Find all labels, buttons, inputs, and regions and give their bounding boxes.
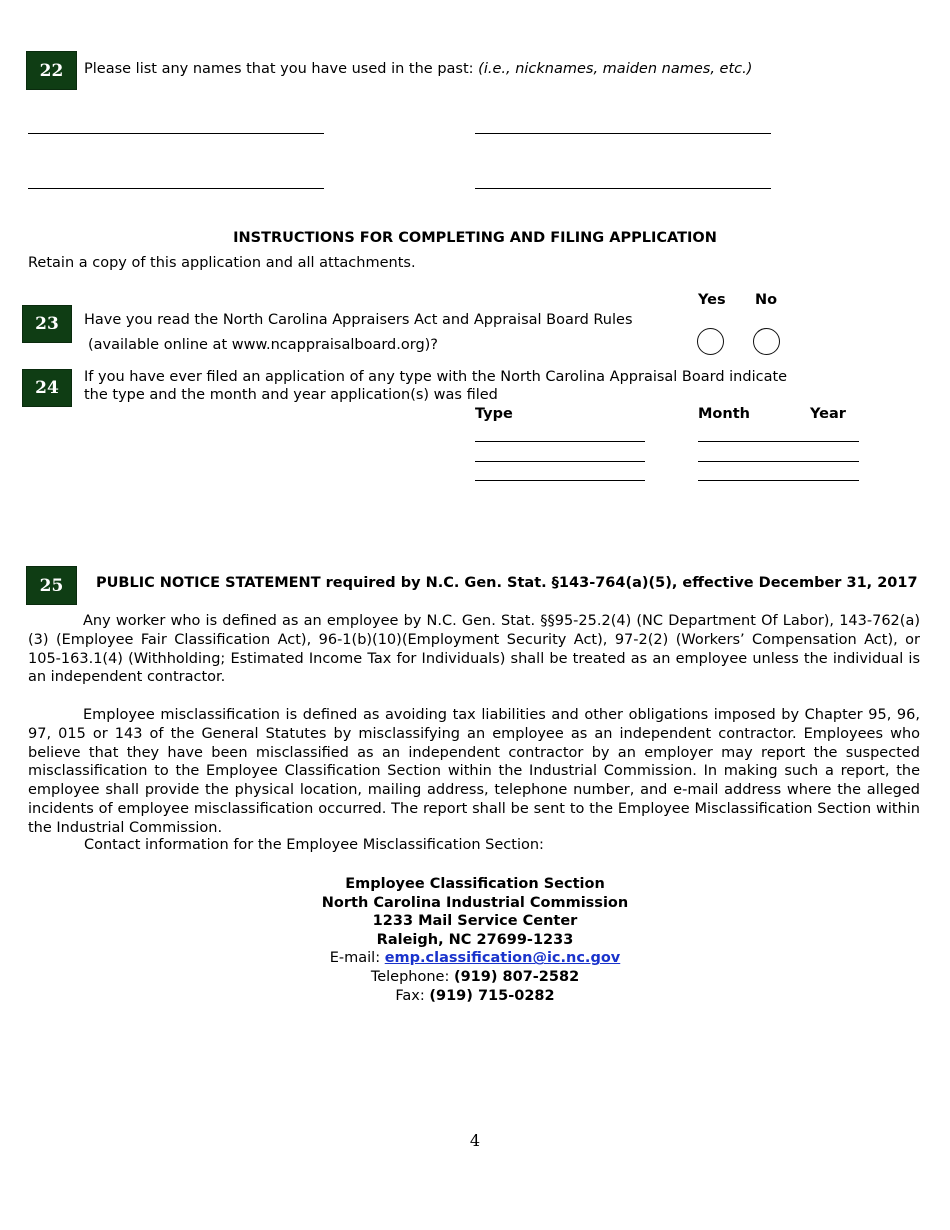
public-notice-paragraph-2: Employee misclassification is defined as avoiding tax liabilities and other obligations imposed by Chapter 95, 96, 97, 015 or 143 of the General Statutes by misclassifying an employee as an independent contractor. Employees who believe that they have been misclassified as an independent contractor by an employer may report the suspected misclassification to the Employee Classification Section within the Industrial Commission. In making such a report, the employee shall provide the physical location, mailing address, telephone number, and e-mail address where the alleged incidents of employee misclassification occurred. The report shall be sent to the Employee Misclassification Section within the Industrial Commission. [28, 707, 920, 836]
year-column-header: Year [810, 406, 846, 422]
email-link[interactable]: emp.classification@ic.nc.gov [384, 950, 621, 967]
instructions-heading: INSTRUCTIONS FOR COMPLETING AND FILING APPLICATION [233, 230, 717, 246]
contact-city: Raleigh, NC 27699-1233 [376, 931, 574, 948]
question-22-badge: 22 [27, 52, 76, 89]
contact-commission-name: North Carolina Industrial Commission [321, 894, 629, 911]
previous-name-line-2[interactable] [475, 133, 771, 134]
contact-fax-row: Fax: (919) 715-0282 [395, 987, 555, 1004]
question-23-line-2: (available online at www.ncappraisalboard.org)? [88, 337, 439, 353]
question-22-text: Please list any names that you have used in the past: (i.e., nicknames, maiden names, etc.) [84, 61, 753, 77]
contact-intro: Contact information for the Employee Misclassification Section: [84, 837, 544, 853]
contact-email-row: E-mail: emp.classification@ic.nc.gov [329, 950, 621, 967]
public-notice-paragraph-1: Any worker who is defined as an employee by N.C. Gen. Stat. §§95-25.2(4) (NC Department Of Labor), 143-762(a)(3) (Employee Fair Classification Act), 96-1(b)(10)(Employment Security Act), 97-2(2) (Workers’ Compensation Act), or 105-163.1(4) (Withholding; Estimated Income Tax for Individuals) shall be treated as an employee unless the individual is an independent contractor. [28, 613, 920, 686]
question-24-badge: 24 [23, 370, 71, 406]
month-year-line-1[interactable] [698, 441, 859, 442]
contact-address: 1233 Mail Service Center [372, 913, 578, 930]
month-column-header: Month [698, 406, 750, 422]
yes-label: Yes [698, 292, 726, 308]
question-22-hint: (i.e., nicknames, maiden names, etc.) [478, 61, 753, 77]
contact-phone: (919) 807-2582 [453, 968, 580, 985]
no-label: No [755, 292, 778, 308]
question-24-line-2: the type and the month and year application(s) was filed [84, 387, 498, 403]
contact-section-name: Employee Classification Section [345, 876, 605, 892]
question-23-badge: 23 [23, 306, 71, 342]
question-23-line-1: Have you read the North Carolina Appraisers Act and Appraisal Board Rules [84, 312, 633, 328]
previous-name-line-3[interactable] [28, 188, 324, 189]
type-column-header: Type [475, 406, 513, 422]
yes-radio[interactable] [697, 328, 724, 355]
type-line-3[interactable] [475, 480, 645, 481]
type-line-1[interactable] [475, 441, 645, 442]
contact-block [250, 875, 700, 1005]
contact-fax: (919) 715-0282 [429, 987, 555, 1004]
question-24-line-1: If you have ever filed an application of any type with the North Carolina Appraisal Board indicate [84, 369, 788, 385]
no-radio[interactable] [753, 328, 780, 355]
retain-copy-text: Retain a copy of this application and all attachments. [28, 255, 416, 271]
page-number: 4 [469, 1131, 481, 1150]
previous-name-line-4[interactable] [475, 188, 771, 189]
type-line-2[interactable] [475, 461, 645, 462]
question-25-badge: 25 [27, 567, 76, 604]
previous-name-line-1[interactable] [28, 133, 324, 134]
month-year-line-3[interactable] [698, 480, 859, 481]
contact-phone-row: Telephone: (919) 807-2582 [370, 968, 580, 985]
month-year-line-2[interactable] [698, 461, 859, 462]
public-notice-heading: PUBLIC NOTICE STATEMENT required by N.C. Gen. Stat. §143-764(a)(5), effective December 31, 2017 [96, 575, 918, 591]
